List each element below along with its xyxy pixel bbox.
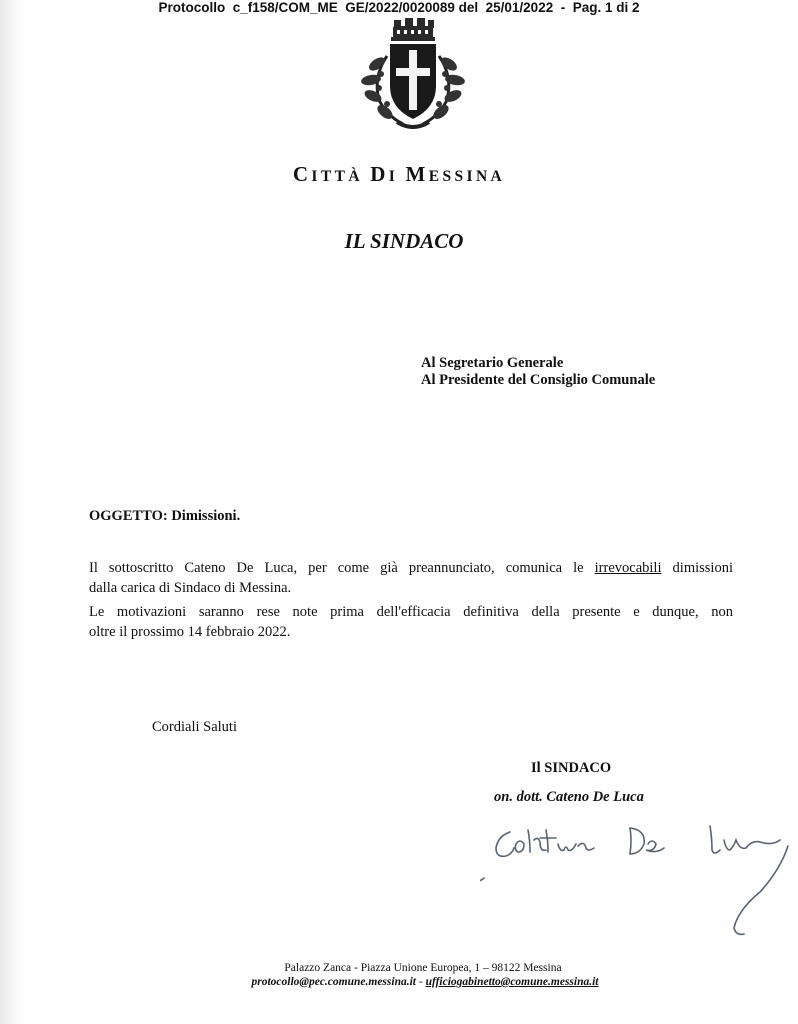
city-word-2-rest: I xyxy=(388,168,406,185)
protocol-email-link[interactable]: protocollo@pec.comune.messina.it xyxy=(251,976,416,988)
office-heading: IL SINDACO xyxy=(344,229,464,253)
handwritten-signature xyxy=(480,810,798,950)
body-paragraph-2 xyxy=(89,602,733,642)
body-paragraph-1 xyxy=(89,558,733,598)
body-line: dalla carica di Sindaco di Messina. xyxy=(89,580,292,596)
city-word-1-rest: ITTÀ xyxy=(311,168,371,185)
body-text: Il sottoscritto Cateno De Luca, per come già preannunciato, comunica le xyxy=(89,560,595,576)
signature-title: Il SINDACO xyxy=(531,760,612,776)
body-text: dimissioni xyxy=(661,560,733,576)
underlined-word: irrevocabili xyxy=(594,560,662,576)
body-line: oltre il prossimo 14 febbraio 2022. xyxy=(89,624,291,640)
closing-greeting: Cordiali Saluti xyxy=(152,719,237,735)
cabinet-email-link[interactable]: ufficiogabinetto@comune.messina.it xyxy=(425,976,599,988)
body-line xyxy=(89,558,733,578)
footer-address: Palazzo Zanca - Piazza Unione Europea, 1 – 98122 Messina xyxy=(284,962,562,974)
subject-line: OGGETTO: Dimissioni. xyxy=(89,508,241,524)
city-word-3-rest: ESSINA xyxy=(428,168,506,185)
city-word-2-cap: D xyxy=(370,162,389,186)
city-name-heading xyxy=(0,162,798,187)
page-edge-shadow xyxy=(0,0,22,1024)
recipients-block xyxy=(421,355,655,389)
footer-separator: - xyxy=(418,976,423,988)
city-word-3-cap: M xyxy=(405,162,429,186)
city-crest-logo xyxy=(357,16,467,134)
recipient-line: Al Segretario Generale xyxy=(421,355,564,371)
signatory-name: on. dott. Cateno De Luca xyxy=(494,789,644,805)
body-line: Le motivazioni saranno rese note prima dell'efficacia definitiva della presente e dunque, non xyxy=(89,604,733,620)
recipient-line: Al Presidente del Consiglio Comunale xyxy=(421,372,656,388)
footer-emails xyxy=(0,976,798,988)
protocol-header: Protocollo c_f158/COM_ME GE/2022/0020089 del 25/01/2022 - Pag. 1 di 2 xyxy=(158,0,640,15)
city-word-1-cap: C xyxy=(292,162,312,186)
